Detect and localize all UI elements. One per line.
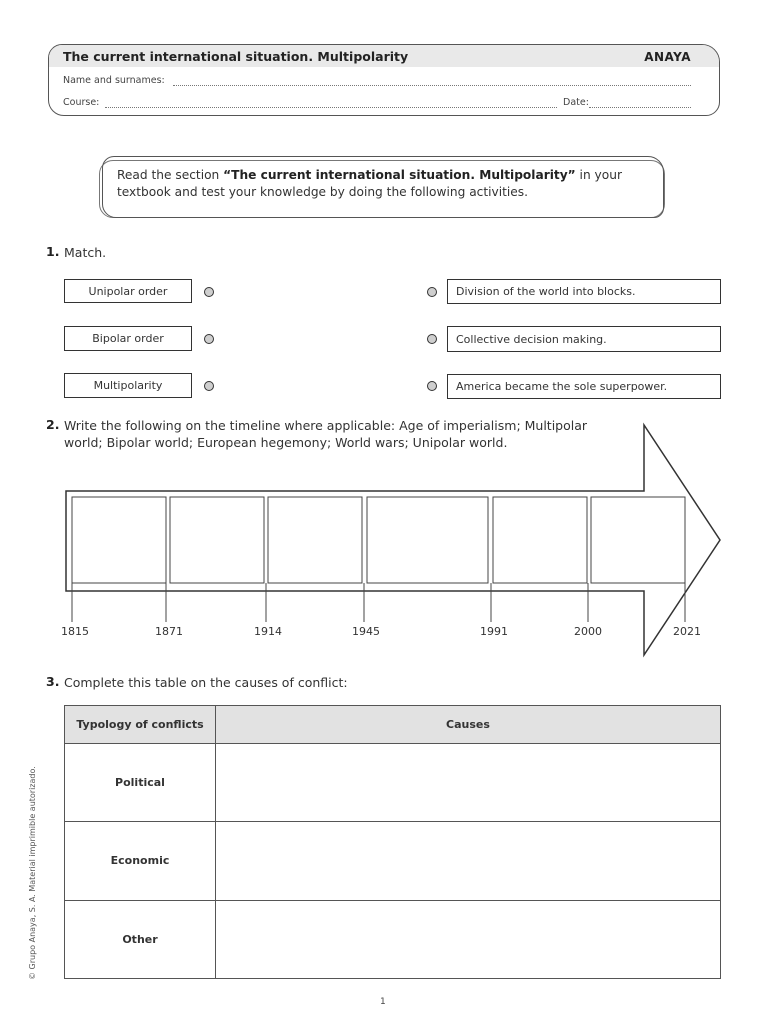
match-right-division: Division of the world into blocks.: [447, 279, 721, 304]
instruction-text-bold: “The current international situation. Multipolarity”: [223, 168, 576, 182]
instruction-text-post: in your textbook and test your knowledge by doing the following activities.: [117, 168, 622, 199]
causes-cell-other[interactable]: [216, 900, 721, 978]
timeline-box-3: [268, 497, 362, 583]
date-label: Date:: [563, 97, 589, 108]
match-right-collective: Collective decision making.: [447, 326, 721, 352]
causes-cell-economic[interactable]: [216, 822, 721, 900]
q3-text: Complete this table on the causes of conflict:: [64, 675, 348, 690]
row-label-other: Other: [65, 900, 216, 978]
row-label-political: Political: [65, 744, 216, 822]
year-2021: 2021: [673, 625, 701, 638]
q1-text: Match.: [64, 245, 107, 260]
instruction-text-pre: Read the section: [117, 168, 224, 182]
causes-cell-political[interactable]: [216, 744, 721, 822]
worksheet-title: The current international situation. Multipolarity: [63, 49, 409, 64]
q1-number: 1.: [46, 244, 60, 259]
match-left-bipolar: Bipolar order: [64, 326, 192, 351]
year-1815: 1815: [61, 625, 89, 638]
timeline-box-6: [591, 497, 685, 583]
timeline-box-1: [72, 497, 166, 583]
copyright-note: © Grupo Anaya, S. A. Material imprimible autorizado.: [28, 766, 37, 980]
timeline-box-5: [493, 497, 587, 583]
q2-text-line2: world; Bipolar world; European hegemony; World wars; Unipolar world.: [64, 435, 508, 450]
conflict-causes-table: [64, 705, 721, 979]
year-1945: 1945: [352, 625, 380, 638]
year-1871: 1871: [155, 625, 183, 638]
year-1914: 1914: [254, 625, 282, 638]
anaya-logo: ANAYA: [644, 50, 691, 64]
year-2000: 2000: [574, 625, 602, 638]
match-left-unipolar: Unipolar order: [64, 279, 192, 303]
page-number: 1: [380, 997, 386, 1007]
timeline-box-4: [367, 497, 488, 583]
match-left-multipolarity: Multipolarity: [64, 373, 192, 398]
col-header-typology: Typology of conflicts: [65, 706, 216, 744]
name-label: Name and surnames:: [63, 75, 165, 86]
col-header-causes: Causes: [216, 706, 721, 744]
year-1991: 1991: [480, 625, 508, 638]
timeline-box-2: [170, 497, 264, 583]
course-label: Course:: [63, 97, 100, 108]
row-label-economic: Economic: [65, 822, 216, 900]
q2-text-line1: Write the following on the timeline where applicable: Age of imperialism; Multipolar: [64, 418, 588, 433]
q3-number: 3.: [46, 674, 60, 689]
match-right-superpower: America became the sole superpower.: [447, 374, 721, 399]
q2-number: 2.: [46, 417, 60, 432]
